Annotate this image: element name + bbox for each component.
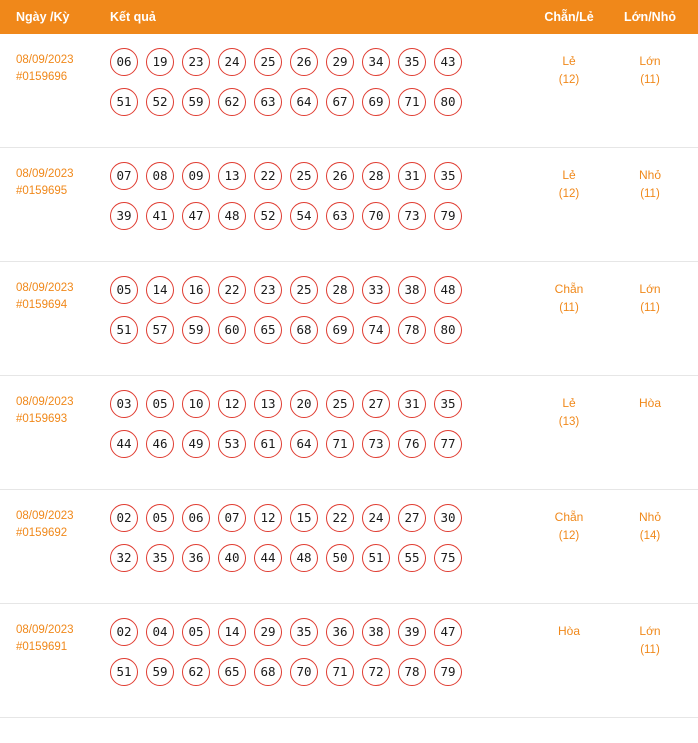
ball-row [110,544,526,572]
number-ball: 78 [398,316,426,344]
number-ball: 35 [434,162,462,190]
number-ball: 07 [110,162,138,190]
number-ball: 39 [110,202,138,230]
number-ball: 35 [290,618,318,646]
number-ball: 35 [398,48,426,76]
number-ball: 65 [218,658,246,686]
table-row [0,34,698,148]
odd-even-cell [526,618,612,641]
odd-even-value: Hòa [557,624,580,638]
draw-date-cell [0,504,106,542]
ball-row [110,618,526,646]
number-ball: 63 [254,88,282,116]
big-small-value: Nhỏ [638,168,661,182]
number-ball: 73 [362,430,390,458]
number-ball: 57 [146,316,174,344]
column-header-big-small: Lớn/Nhỏ [624,10,676,24]
number-ball: 64 [290,430,318,458]
number-ball: 31 [398,162,426,190]
number-ball: 49 [182,430,210,458]
draw-date: 08/09/2023 [16,510,74,522]
number-ball: 44 [254,544,282,572]
number-ball: 73 [398,202,426,230]
big-small-count: (11) [640,644,660,656]
draw-date-cell [0,276,106,314]
table-row [0,490,698,604]
big-small-cell [612,276,698,318]
odd-even-cell [526,390,612,432]
number-ball: 76 [398,430,426,458]
number-ball: 07 [218,504,246,532]
number-ball: 36 [326,618,354,646]
draw-id: #0159694 [16,299,68,311]
number-ball: 28 [362,162,390,190]
draw-date: 08/09/2023 [16,168,74,180]
number-ball: 26 [290,48,318,76]
number-ball: 80 [434,88,462,116]
number-ball: 29 [326,48,354,76]
big-small-count: (11) [640,188,660,200]
number-ball: 35 [146,544,174,572]
odd-even-value: Lẻ [562,54,576,68]
number-ball: 22 [218,276,246,304]
big-small-cell [612,618,698,660]
number-ball: 39 [398,618,426,646]
draw-date: 08/09/2023 [16,396,74,408]
number-ball: 60 [218,316,246,344]
draw-id: #0159695 [16,185,68,197]
column-header-odd-even: Chẵn/Lẻ [544,10,594,24]
number-ball: 70 [362,202,390,230]
number-ball: 59 [146,658,174,686]
table-row [0,376,698,490]
number-ball: 16 [182,276,210,304]
number-ball: 03 [110,390,138,418]
ball-row [110,202,526,230]
number-ball: 22 [254,162,282,190]
number-ball: 51 [110,658,138,686]
number-ball: 62 [218,88,246,116]
big-small-value: Lớn [639,54,661,68]
number-ball: 47 [182,202,210,230]
odd-even-count: (11) [559,302,579,314]
number-ball: 05 [182,618,210,646]
ball-row [110,504,526,532]
number-ball: 51 [110,316,138,344]
number-ball: 25 [290,162,318,190]
table-row [0,604,698,718]
number-ball: 28 [326,276,354,304]
result-cell [106,504,526,572]
number-ball: 06 [182,504,210,532]
number-ball: 14 [218,618,246,646]
number-ball: 46 [146,430,174,458]
number-ball: 68 [254,658,282,686]
number-ball: 27 [362,390,390,418]
draw-date-cell [0,162,106,200]
number-ball: 38 [362,618,390,646]
number-ball: 51 [110,88,138,116]
number-ball: 41 [146,202,174,230]
big-small-count: (14) [639,530,661,542]
ball-row [110,48,526,76]
number-ball: 61 [254,430,282,458]
odd-even-cell [526,504,612,546]
number-ball: 69 [326,316,354,344]
draw-id: #0159693 [16,413,68,425]
number-ball: 25 [290,276,318,304]
big-small-count: (11) [640,74,660,86]
number-ball: 50 [326,544,354,572]
number-ball: 72 [362,658,390,686]
number-ball: 05 [146,390,174,418]
number-ball: 35 [434,390,462,418]
number-ball: 44 [110,430,138,458]
number-ball: 20 [290,390,318,418]
ball-row [110,316,526,344]
number-ball: 19 [146,48,174,76]
number-ball: 79 [434,202,462,230]
ball-row [110,88,526,116]
odd-even-cell [526,276,612,318]
number-ball: 05 [146,504,174,532]
big-small-value: Hòa [638,396,661,410]
odd-even-count: (13) [558,416,580,428]
odd-even-cell [526,162,612,204]
big-small-cell [612,162,698,204]
number-ball: 33 [362,276,390,304]
number-ball: 75 [434,544,462,572]
odd-even-value: Chẵn [554,282,584,296]
draw-date: 08/09/2023 [16,624,74,636]
number-ball: 12 [218,390,246,418]
number-ball: 12 [254,504,282,532]
number-ball: 64 [290,88,318,116]
number-ball: 47 [434,618,462,646]
big-small-value: Lớn [639,282,661,296]
number-ball: 55 [398,544,426,572]
table-row [0,148,698,262]
number-ball: 51 [362,544,390,572]
number-ball: 48 [290,544,318,572]
number-ball: 69 [362,88,390,116]
odd-even-value: Lẻ [562,168,576,182]
draw-date-cell [0,48,106,86]
big-small-value: Lớn [639,624,661,638]
result-cell [106,390,526,458]
column-header-result: Kết quả [110,10,156,24]
draw-id: #0159691 [16,641,68,653]
draw-id: #0159692 [16,527,68,539]
number-ball: 22 [326,504,354,532]
odd-even-value: Lẻ [562,396,576,410]
number-ball: 48 [434,276,462,304]
odd-even-count: (12) [558,74,580,86]
number-ball: 14 [146,276,174,304]
result-cell [106,48,526,116]
number-ball: 36 [182,544,210,572]
number-ball: 09 [182,162,210,190]
number-ball: 65 [254,316,282,344]
number-ball: 32 [110,544,138,572]
odd-even-value: Chẵn [554,510,584,524]
column-header-date: Ngày /Kỳ [16,10,70,24]
result-cell [106,276,526,344]
number-ball: 71 [398,88,426,116]
big-small-value: Nhỏ [638,510,661,524]
number-ball: 74 [362,316,390,344]
table-header-row [0,0,698,34]
table-footer-spacer [0,718,698,732]
number-ball: 25 [254,48,282,76]
big-small-cell [612,390,698,413]
number-ball: 70 [290,658,318,686]
number-ball: 30 [434,504,462,532]
number-ball: 52 [254,202,282,230]
number-ball: 10 [182,390,210,418]
ball-row [110,658,526,686]
number-ball: 38 [398,276,426,304]
big-small-cell [612,504,698,546]
number-ball: 43 [434,48,462,76]
odd-even-cell [526,48,612,90]
number-ball: 59 [182,88,210,116]
number-ball: 24 [362,504,390,532]
number-ball: 15 [290,504,318,532]
number-ball: 54 [290,202,318,230]
draw-id: #0159696 [16,71,68,83]
big-small-count: (11) [640,302,660,314]
ball-row [110,162,526,190]
number-ball: 23 [254,276,282,304]
big-small-cell [612,48,698,90]
odd-even-count: (12) [558,530,580,542]
number-ball: 34 [362,48,390,76]
number-ball: 02 [110,504,138,532]
table-body [0,34,698,718]
ball-row [110,276,526,304]
odd-even-count: (12) [558,188,580,200]
draw-date: 08/09/2023 [16,54,74,66]
number-ball: 31 [398,390,426,418]
draw-date-cell [0,618,106,656]
number-ball: 04 [146,618,174,646]
number-ball: 71 [326,430,354,458]
number-ball: 80 [434,316,462,344]
number-ball: 62 [182,658,210,686]
number-ball: 67 [326,88,354,116]
number-ball: 68 [290,316,318,344]
number-ball: 08 [146,162,174,190]
ball-row [110,430,526,458]
number-ball: 23 [182,48,210,76]
number-ball: 25 [326,390,354,418]
number-ball: 71 [326,658,354,686]
number-ball: 53 [218,430,246,458]
ball-row [110,390,526,418]
number-ball: 77 [434,430,462,458]
number-ball: 59 [182,316,210,344]
number-ball: 48 [218,202,246,230]
number-ball: 29 [254,618,282,646]
result-cell [106,618,526,686]
draw-date-cell [0,390,106,428]
number-ball: 24 [218,48,246,76]
number-ball: 79 [434,658,462,686]
draw-date: 08/09/2023 [16,282,74,294]
number-ball: 52 [146,88,174,116]
number-ball: 27 [398,504,426,532]
number-ball: 13 [254,390,282,418]
number-ball: 13 [218,162,246,190]
number-ball: 26 [326,162,354,190]
number-ball: 02 [110,618,138,646]
number-ball: 63 [326,202,354,230]
number-ball: 78 [398,658,426,686]
table-row [0,262,698,376]
number-ball: 05 [110,276,138,304]
number-ball: 40 [218,544,246,572]
result-cell [106,162,526,230]
number-ball: 06 [110,48,138,76]
